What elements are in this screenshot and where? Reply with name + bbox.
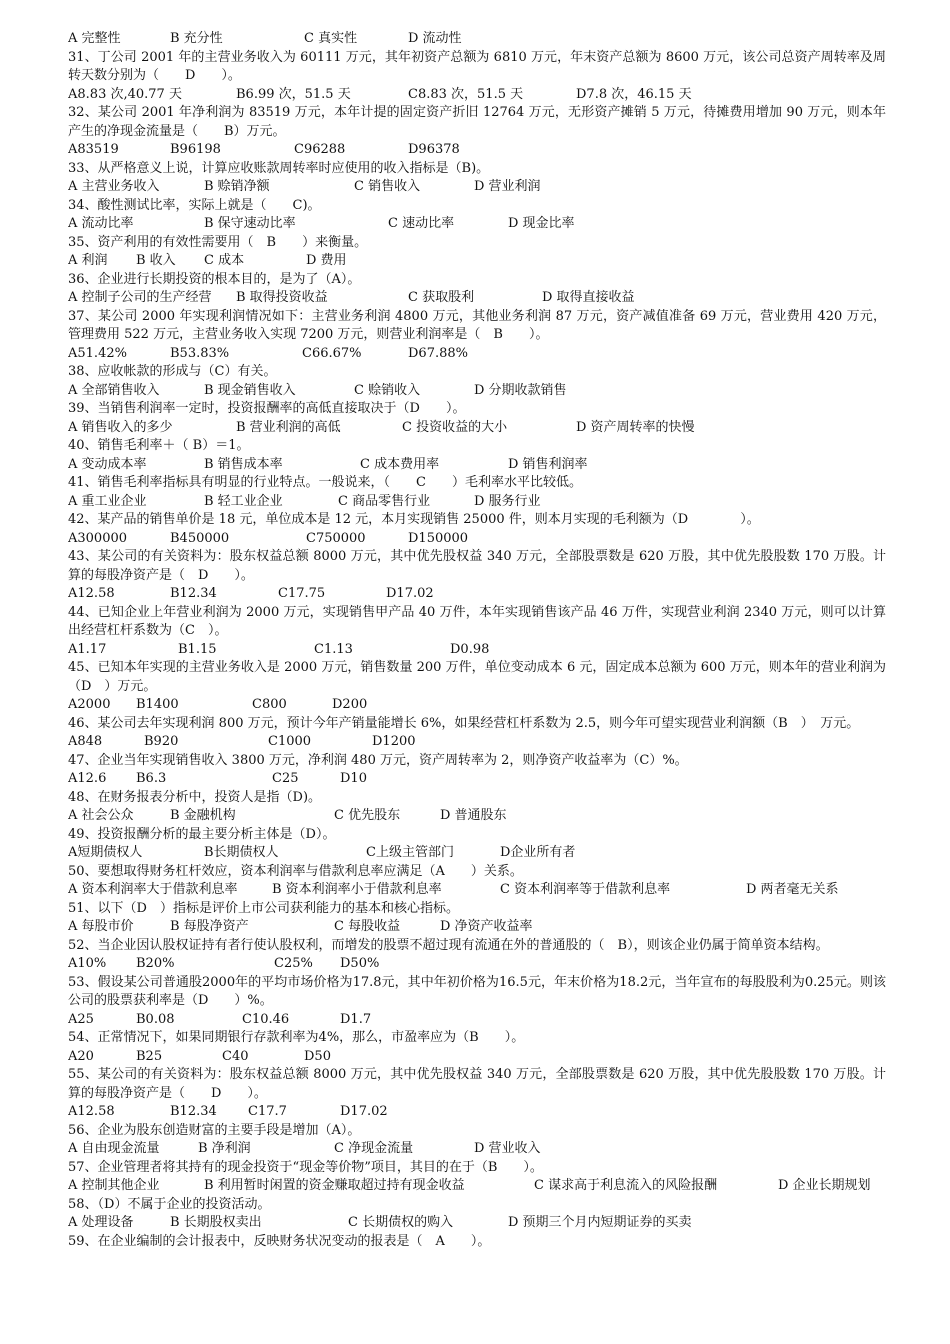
answer-option: A 变动成本率 <box>68 456 147 472</box>
answer-option: D 营业利润 <box>474 179 541 194</box>
question-text: 35、资产利用的有效性需要用（ B ）来衡量。 <box>68 234 368 250</box>
answer-option: B6.3 <box>136 771 167 786</box>
question-text: 51、以下（D ）指标是评价上市公司获利能力的基本和核心指标。 <box>68 900 459 916</box>
document-page <box>68 30 886 1251</box>
answer-options <box>68 141 886 160</box>
question-text: 46、某公司去年实现利润 800 万元，预计今年产销量能增长 6%，如果经营杠杆系数为 2.5，则今年可望实现营业利润额（B ） 万元。 <box>68 715 860 731</box>
answer-option: D 预期三个月内短期证券的买卖 <box>508 1215 692 1230</box>
answer-options <box>68 641 886 660</box>
question-text: 43、某公司的有关资料为：股东权益总额 8000 万元，其中优先股权益 340 万元，全部股票数是 620 万股，其中优先股股数 170 万股。计算的每股净资产是（ D ）。 <box>68 549 886 583</box>
answer-option: C1.13 <box>314 641 353 657</box>
answer-option: C40 <box>222 1048 249 1064</box>
answer-option: C 成本 <box>204 253 245 268</box>
question-text: 50、要想取得财务杠杆效应，资本利润率与借款利息率应满足（A ）关系。 <box>68 863 523 879</box>
answer-option: C17.7 <box>248 1104 287 1119</box>
question-text: 45、已知本年实现的主营业务收入是 2000 万元，销售数量 200 万件，单位变动成本 6 元，固定成本总额为 600 万元，则本年的营业利润为（D ）万元。 <box>68 660 886 694</box>
answer-option: C 真实性 <box>304 31 358 46</box>
answer-options <box>68 770 886 789</box>
question-text: 38、应收帐款的形成与（C）有关。 <box>68 364 277 379</box>
answer-option: C96288 <box>294 142 346 157</box>
answer-option: C25 <box>272 771 299 786</box>
answer-option: A25 <box>68 1011 94 1027</box>
answer-option: B 充分性 <box>170 31 223 46</box>
answer-option: B 收入 <box>136 253 176 268</box>
answer-option: C 谋求高于利息流入的风险报酬 <box>534 1178 718 1193</box>
answer-option: A2000 <box>68 697 111 712</box>
question-text: 54、正常情况下，如果同期银行存款利率为4%，那么，市盈率应为（B ）。 <box>68 1030 525 1045</box>
answer-option: B 营业利润的高低 <box>236 419 341 435</box>
answer-option: C8.83 次，51.5 天 <box>408 86 524 102</box>
answer-option: A 控制子公司的生产经营 <box>68 290 212 305</box>
answer-options <box>68 585 886 604</box>
answer-option: C800 <box>252 697 287 712</box>
question-text: 56、企业为股东创造财富的主要手段是增加（A）。 <box>68 1122 361 1138</box>
answer-options <box>68 419 886 438</box>
answer-option: D17.02 <box>386 586 434 601</box>
answer-option: B450000 <box>170 530 230 546</box>
answer-option: B 长期股权卖出 <box>170 1215 262 1230</box>
question-text: 58、（D）不属于企业的投资活动。 <box>68 1196 271 1212</box>
answer-option: C 长期债权的购入 <box>348 1215 454 1230</box>
question-text: 32、某公司 2001 年净利润为 83519 万元，本年计提的固定资产折旧 12764 万元，无形资产摊销 5 万元，待摊费用增加 90 万元，则本年产生的净现金流量是（ B）万元。 <box>68 105 886 139</box>
answer-option: D 企业长期规划 <box>778 1178 871 1193</box>
answer-option: D 现金比率 <box>508 216 575 231</box>
answer-option: B 净利润 <box>198 1141 251 1156</box>
answer-option: D 营业收入 <box>474 1141 541 1156</box>
answer-options <box>68 955 886 974</box>
answer-option: B 每股净资产 <box>170 919 249 934</box>
answer-option: A300000 <box>68 530 128 546</box>
answer-options <box>68 345 886 364</box>
answer-option: C750000 <box>306 530 366 546</box>
answer-option: C 成本费用率 <box>360 456 440 472</box>
answer-option: D 资产周转率的快慢 <box>576 419 695 435</box>
answer-option: A8.83 次,40.77 天 <box>68 86 182 102</box>
answer-option: B920 <box>144 734 179 749</box>
answer-option: B 利用暂时闲置的资金赚取超过持有现金收益 <box>204 1178 465 1193</box>
answer-option: D50% <box>340 956 380 971</box>
answer-option: D 服务行业 <box>474 493 541 509</box>
answer-option: D 分期收款销售 <box>474 382 567 398</box>
answer-option: A 处理设备 <box>68 1215 134 1230</box>
answer-option: D 销售利润率 <box>508 456 588 472</box>
question-text: 52、当企业因认股权证持有者行使认股权利，而增发的股票不超过现有流通在外的普通股的（ B），则该企业仍属于简单资本结构。 <box>68 937 829 953</box>
answer-option: B长期债权人 <box>204 845 279 860</box>
question-text: 42、某产品的销售单价是 18 元，单位成本是 12 元，本月实现销售 25000 件，则本月实现的毛利额为（D ）。 <box>68 512 760 527</box>
answer-option: A 社会公众 <box>68 808 134 823</box>
answer-options <box>68 1103 886 1122</box>
answer-option: D17.02 <box>340 1104 388 1119</box>
answer-option: D企业所有者 <box>500 845 576 860</box>
question-text: 47、企业当年实现销售收入 3800 万元，净利润 480 万元，资产周转率为 2，则净资产收益率为（C）%。 <box>68 752 688 768</box>
answer-option: C 投资收益的大小 <box>402 419 508 435</box>
answer-option: C1000 <box>268 734 312 749</box>
answer-option: C10.46 <box>242 1011 290 1027</box>
answer-options <box>68 289 886 308</box>
answer-options <box>68 1214 886 1233</box>
answer-option: B 资本利润率小于借款利息率 <box>272 882 442 897</box>
answer-option: D 流动性 <box>408 31 462 46</box>
answer-option: A 利润 <box>68 253 108 268</box>
question-text: 36、企业进行长期投资的根本目的，是为了（A）。 <box>68 271 361 287</box>
answer-option: B 保守速动比率 <box>204 216 296 231</box>
question-text: 40、销售毛利率＋（ B）＝1。 <box>68 438 250 453</box>
answer-options <box>68 881 886 900</box>
question-text: 34、酸性测试比率，实际上就是（ C)。 <box>68 197 321 213</box>
answer-option: D67.88% <box>408 345 468 361</box>
answer-option: D 净资产收益率 <box>440 919 533 934</box>
answer-options <box>68 382 886 401</box>
answer-options <box>68 1048 886 1067</box>
answer-option: D 两者毫无关系 <box>746 882 839 897</box>
answer-option: D0.98 <box>450 641 490 657</box>
answer-options <box>68 30 886 49</box>
question-text: 41、销售毛利率指标具有明显的行业特点。一般说来，（ C ）毛利率水平比较低。 <box>68 475 582 490</box>
answer-option: B 取得投资收益 <box>236 290 328 305</box>
answer-option: C 商品零售行业 <box>338 493 431 509</box>
answer-option: C 每股收益 <box>334 919 401 934</box>
answer-option: A848 <box>68 734 103 749</box>
answer-option: B20% <box>136 956 175 971</box>
answer-option: B12.34 <box>170 586 217 601</box>
answer-option: D200 <box>332 697 368 712</box>
answer-option: C 速动比率 <box>388 216 455 231</box>
answer-option: D 普通股东 <box>440 808 507 823</box>
answer-option: B 现金销售收入 <box>204 382 296 398</box>
answer-option: A 每股市价 <box>68 919 134 934</box>
answer-option: C25% <box>274 956 313 971</box>
answer-options <box>68 1140 886 1159</box>
answer-option: B12.34 <box>170 1104 217 1119</box>
answer-option: D1200 <box>372 734 416 749</box>
answer-option: B96198 <box>170 142 221 157</box>
answer-option: C 资本利润率等于借款利息率 <box>500 882 671 897</box>
answer-option: C上级主管部门 <box>366 845 454 860</box>
answer-options <box>68 733 886 752</box>
question-text: 59、在企业编制的会计报表中，反映财务状况变动的报表是（ A ）。 <box>68 1233 491 1249</box>
answer-option: A 销售收入的多少 <box>68 419 173 435</box>
answer-options <box>68 1177 886 1196</box>
answer-options <box>68 215 886 234</box>
question-text: 37、某公司 2000 年实现利润情况如下：主营业务利润 4800 万元，其他业务利润 87 万元，资产减值准备 69 万元，营业费用 420 万元，管理费用 522 万元，主营业务收入实现 7200 万元，则营业利润率是（ B ）。 <box>68 308 886 342</box>
answer-option: B 赊销净额 <box>204 179 270 194</box>
answer-option: D 取得直接收益 <box>542 290 635 305</box>
answer-option: A10% <box>68 956 107 971</box>
answer-option: C 销售收入 <box>354 179 421 194</box>
answer-option: C 优先股东 <box>334 808 401 823</box>
question-text: 53、假设某公司普通股2000年的平均市场价格为17.8元，其中年初价格为16.5元，年末价格为18.2元，当年宣布的每股股利为0.25元。则该公司的股票获利率是（D ）%。 <box>68 974 886 1008</box>
answer-options <box>68 86 886 105</box>
answer-option: D50 <box>304 1048 331 1064</box>
answer-option: A51.42% <box>68 345 127 361</box>
question-text: 48、在财务报表分析中，投资人是指（D)。 <box>68 789 322 805</box>
answer-option: C 净现金流量 <box>334 1141 414 1156</box>
answer-option: C66.67% <box>302 345 362 361</box>
answer-option: B 销售成本率 <box>204 456 283 472</box>
answer-option: A20 <box>68 1048 94 1064</box>
answer-option: D7.8 次，46.15 天 <box>576 86 692 102</box>
answer-options <box>68 807 886 826</box>
answer-option: D 费用 <box>306 253 347 268</box>
answer-options <box>68 178 886 197</box>
answer-option: A1.17 <box>68 641 107 657</box>
answer-options <box>68 696 886 715</box>
answer-options <box>68 456 886 475</box>
answer-options <box>68 530 886 549</box>
answer-option: A83519 <box>68 142 119 157</box>
answer-option: B1.15 <box>178 641 217 657</box>
answer-option: B 金融机构 <box>170 808 236 823</box>
answer-option: D1.7 <box>340 1011 372 1027</box>
answer-options <box>68 252 886 271</box>
answer-option: A12.58 <box>68 1104 115 1119</box>
answer-option: A 自由现金流量 <box>68 1141 160 1156</box>
answer-option: B 轻工业企业 <box>204 493 283 509</box>
answer-option: C 赊销收入 <box>354 382 421 398</box>
answer-option: B0.08 <box>136 1011 175 1027</box>
answer-option: A12.6 <box>68 771 107 786</box>
answer-option: B6.99 次，51.5 天 <box>236 86 351 102</box>
answer-option: A 完整性 <box>68 31 121 46</box>
answer-option: D150000 <box>408 530 469 546</box>
answer-options <box>68 1011 886 1030</box>
answer-option: A 主营业务收入 <box>68 179 160 194</box>
answer-option: A 重工业企业 <box>68 493 147 509</box>
question-text: 39、当销售利润率一定时，投资报酬率的高低直接取决于（D ）。 <box>68 401 466 416</box>
answer-option: B53.83% <box>170 345 230 361</box>
question-text: 31、丁公司 2001 年的主营业务收入为 60111 万元，其年初资产总额为 6810 万元，年末资产总额为 8600 万元，该公司总资产周转率及周转天数分别为（ D ）。 <box>68 49 886 83</box>
answer-option: A 流动比率 <box>68 216 134 231</box>
answer-option: C17.75 <box>278 586 326 601</box>
answer-options <box>68 493 886 512</box>
answer-options <box>68 918 886 937</box>
question-text: 49、投资报酬分析的最主要分析主体是（D）。 <box>68 826 336 842</box>
answer-option: B1400 <box>136 697 179 712</box>
answer-option: B25 <box>136 1048 163 1064</box>
answer-options <box>68 844 886 863</box>
answer-option: A 资本利润率大于借款利息率 <box>68 882 238 897</box>
answer-option: A12.58 <box>68 586 115 601</box>
answer-option: D10 <box>340 771 367 786</box>
question-text: 44、已知企业上年营业利润为 2000 万元，实现销售甲产品 40 万件，本年实现销售该产品 46 万件，实现营业利润 2340 万元，则可以计算出经营杠杆系数为（C ）。 <box>68 604 886 638</box>
question-text: 55、某公司的有关资料为：股东权益总额 8000 万元，其中优先股权益 340 万元，全部股票数是 620 万股，其中优先股股数 170 万股。计算的每股净资产是（ D ）。 <box>68 1067 886 1101</box>
answer-option: A 全部销售收入 <box>68 382 160 398</box>
answer-option: A 控制其他企业 <box>68 1178 160 1193</box>
answer-option: C 获取股利 <box>408 290 475 305</box>
answer-option: D96378 <box>408 142 460 157</box>
question-text: 57、企业管理者将其持有的现金投资于“现金等价物”项目，其目的在于（B ）。 <box>68 1159 543 1175</box>
question-text: 33、从严格意义上说，计算应收账款周转率时应使用的收入指标是（B)。 <box>68 160 490 176</box>
answer-option: A短期债权人 <box>68 845 143 860</box>
